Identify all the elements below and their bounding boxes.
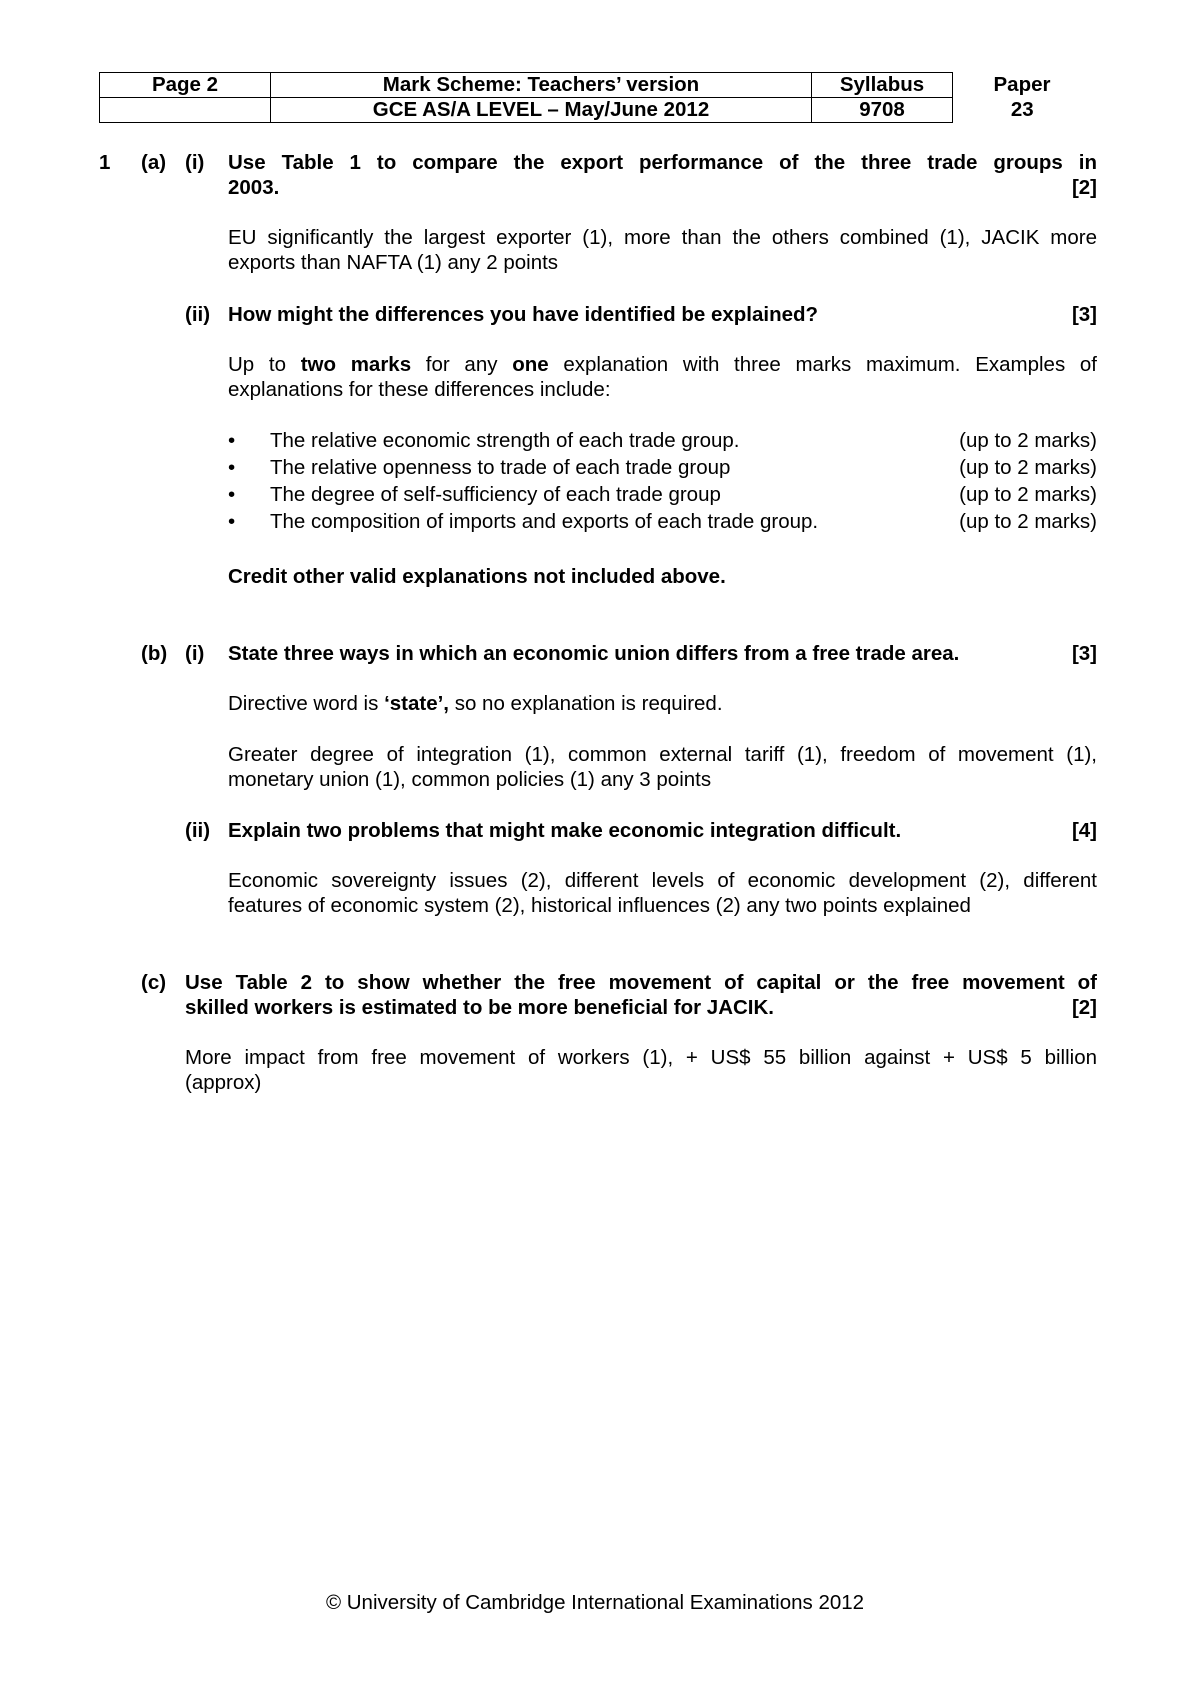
part-b-label: (b) [141,642,168,665]
intro-a-ii [228,352,1097,402]
bullet-text: The degree of self-sufficiency of each trade group [270,483,721,506]
subpart-a-i-label: (i) [185,151,205,174]
question-b-ii-row [228,818,1097,843]
footer-copyright: © University of Cambridge International Examinations 2012 [325,1591,865,1614]
header-syllabus: 9708 [812,98,953,123]
answer-b-ii-line1: Economic sovereignty issues (2), different levels of economic development (2), different [228,869,1097,892]
header-paper-label: Paper [993,73,1051,96]
header-title: Mark Scheme: Teachers’ version [271,73,812,98]
intro-a-ii-line2: explanations for these differences include: [228,378,611,401]
bullet-text: The composition of imports and exports of each trade group. [270,510,819,533]
directive-b-i [228,691,723,716]
intro-pre: Up to [228,353,301,376]
subpart-b-i-label: (i) [185,642,205,665]
answer-b-i-line1: Greater degree of integration (1), common external tariff (1), freedom of movement (1), [228,743,1097,766]
question-a-ii: How might the differences you have identified be explained? [228,303,819,326]
header-paper: 23 [1010,98,1034,121]
answer-b-i-line2: monetary union (1), common policies (1) any 3 points [228,768,712,791]
intro-post: explanation with three marks maximum. Examples of [548,353,1098,376]
question-a-i-line2: 2003. [228,176,280,199]
part-c-label: (c) [141,971,167,994]
subpart-b-ii-label: (ii) [185,819,211,842]
answer-a-i-line1: EU significantly the largest exporter (1), more than the others combined (1), JACIK more [228,226,1097,249]
answer-c-line1: More impact from free movement of workers (1), + US$ 55 billion against + US$ 5 billion [185,1046,1097,1069]
header-exam: GCE AS/A LEVEL – May/June 2012 [271,98,812,123]
marks-a-i: [2] [1071,176,1097,199]
answer-b-i [228,742,1097,792]
subpart-a-ii-label: (ii) [185,303,211,326]
bullet-icon: • [228,510,236,533]
list-item [228,455,1097,480]
answer-a-i-line2: exports than NAFTA (1) any 2 points [228,251,559,274]
marks-a-ii: [3] [1071,303,1097,326]
question-a-i-line2-row [228,175,1097,200]
question-c-line2-row [185,995,1097,1020]
question-c [185,970,1097,1020]
answer-a-i [228,225,1097,275]
intro-bold-one: one [512,353,549,376]
answer-c [185,1045,1097,1095]
question-a-i-line1: Use Table 1 to compare the export performance of the three trade groups in [228,151,1097,174]
bullet-icon: • [228,483,236,506]
question-c-line2: skilled workers is estimated to be more beneficial for JACIK. [185,996,774,1019]
question-c-line1: Use Table 2 to show whether the free movement of capital or the free movement of [185,971,1097,994]
list-item [228,482,1097,507]
intro-a-ii-line1 [228,352,1097,377]
bullet-mark: (up to 2 marks) [959,456,1097,479]
marks-b-i: [3] [1071,642,1097,665]
question-b-ii: Explain two problems that might make economic integration difficult. [228,819,902,842]
intro-bold-two-marks: two marks [300,353,412,376]
header-syllabus-label: Syllabus [812,73,953,98]
bullet-icon: • [228,429,236,452]
bullet-mark: (up to 2 marks) [959,510,1097,533]
directive-pre: Directive word is [228,692,385,715]
question-b-i: State three ways in which an economic union differs from a free trade area. [228,642,960,665]
list-item [228,428,1097,453]
directive-bold: ‘state’, [384,692,450,715]
list-item [228,509,1097,534]
marks-b-ii: [4] [1071,819,1097,842]
answer-b-ii-line2: features of economic system (2), historical influences (2) any two points explained [228,894,971,917]
question-a-ii-row [228,302,1097,327]
bullet-text: The relative openness to trade of each trade group [270,456,731,479]
header-page: Page 2 [100,73,271,98]
question-number: 1 [99,151,111,174]
part-a-label: (a) [141,151,167,174]
header-empty-cell [100,98,271,123]
header-table [99,72,1092,123]
marks-c: [2] [1071,996,1097,1019]
bullet-icon: • [228,456,236,479]
answer-b-ii [228,868,1097,918]
credit-note: Credit other valid explanations not included above. [228,565,726,588]
bullet-mark: (up to 2 marks) [959,429,1097,452]
bullet-text: The relative economic strength of each trade group. [270,429,740,452]
directive-post: so no explanation is required. [449,692,723,715]
bullet-mark: (up to 2 marks) [959,483,1097,506]
question-a-i [228,150,1097,200]
answer-c-line2: (approx) [185,1071,262,1094]
intro-mid: for any [411,353,513,376]
question-b-i-row [228,641,1097,666]
